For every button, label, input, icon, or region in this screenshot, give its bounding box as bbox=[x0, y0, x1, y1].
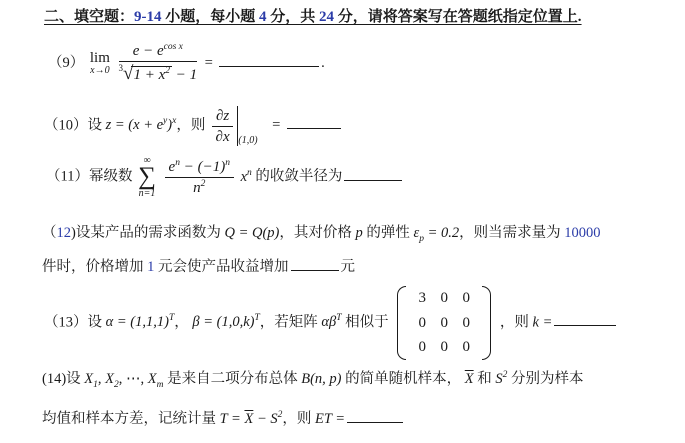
q14-intro: 设 bbox=[66, 371, 85, 387]
q13-intro: 设 bbox=[87, 314, 106, 331]
q10-number: （10） bbox=[44, 117, 88, 134]
pd-numerator: ∂z bbox=[212, 107, 233, 127]
expectation-symbol: ET bbox=[315, 411, 332, 427]
question-14-line2 bbox=[42, 410, 405, 428]
q14-text: 的简单随机样本， bbox=[341, 371, 465, 387]
s-symbol: S bbox=[495, 371, 503, 387]
q11-num-mid-exponent: n bbox=[225, 157, 230, 168]
s-exponent: 2 bbox=[502, 370, 508, 381]
q14-text: ，则 bbox=[282, 411, 315, 427]
q11-numerator bbox=[165, 158, 234, 178]
limit-operator bbox=[90, 51, 110, 76]
q13-separator: ， bbox=[174, 314, 193, 331]
cube-root-index: 3 bbox=[118, 63, 124, 73]
q9-numerator-exponent: cos x bbox=[163, 42, 183, 52]
header-points-total: 24 bbox=[319, 9, 335, 25]
q11-num-e: e bbox=[168, 158, 176, 175]
q9-denominator bbox=[119, 62, 198, 86]
price-increase-amount: 1 bbox=[147, 259, 155, 275]
q9-radicand-exponent: 2 bbox=[165, 66, 170, 76]
q12-text: ，则当需求量为 bbox=[459, 225, 565, 241]
q9-numerator bbox=[119, 42, 198, 62]
q10-close-paren: ) bbox=[167, 117, 173, 134]
q13-number: （13） bbox=[44, 314, 88, 331]
q13-text: ，则 bbox=[499, 314, 533, 331]
q11-answer-blank bbox=[344, 180, 402, 181]
header-text: 小题，每小题 bbox=[161, 9, 260, 25]
sample-x1 bbox=[84, 371, 98, 390]
matrix-cell: 0 bbox=[440, 314, 449, 331]
q9-radicand-base: 1 + x bbox=[133, 67, 166, 83]
ellipsis: , ⋯, bbox=[118, 371, 148, 387]
partial-derivative-fraction bbox=[212, 107, 233, 146]
sum-upper-limit: ∞ bbox=[143, 155, 151, 166]
x-symbol: X bbox=[147, 371, 157, 387]
q11-x-term bbox=[241, 169, 252, 185]
q14-text: 是来自二项分布总体 bbox=[163, 371, 302, 387]
q10-intro: 设 bbox=[87, 117, 106, 134]
matrix-right-paren bbox=[482, 286, 491, 360]
transpose-symbol: T bbox=[168, 313, 175, 324]
demand-quantity: 10000 bbox=[564, 225, 601, 241]
q12-paren-close: ) bbox=[71, 225, 76, 241]
q12-text: 件时，价格增加 bbox=[42, 259, 148, 275]
question-12-line1 bbox=[42, 224, 601, 242]
matrix-product bbox=[321, 314, 341, 330]
header-text: 分，请将答案写在答题纸指定位置上. bbox=[334, 9, 582, 25]
equals-sign: = bbox=[271, 117, 281, 134]
q9-answer-blank bbox=[219, 66, 319, 67]
evaluation-point: (1,0) bbox=[238, 135, 258, 147]
q13-answer-blank bbox=[554, 325, 616, 326]
q11-denominator bbox=[165, 178, 234, 197]
x-symbol: X bbox=[84, 371, 94, 387]
sample-mean-symbol: $\overline{X}$ bbox=[244, 411, 254, 427]
q12-text: 元会使产品收益增加 bbox=[154, 259, 289, 275]
comma: , bbox=[97, 371, 106, 387]
alpha-vector bbox=[106, 314, 175, 330]
q10-function bbox=[106, 117, 177, 133]
header-points-each: 4 bbox=[259, 9, 267, 25]
beta-vector bbox=[192, 314, 259, 330]
section-header bbox=[44, 8, 582, 27]
q11-num-e-exponent: n bbox=[175, 157, 180, 168]
q9-radicand bbox=[131, 66, 172, 83]
sample-xm bbox=[147, 371, 164, 390]
q10-exponent-y: y bbox=[163, 116, 168, 127]
matrix-cell: 0 bbox=[418, 314, 427, 331]
q9-period: . bbox=[321, 55, 325, 72]
t-equals: T = bbox=[219, 411, 245, 427]
q11-den-exponent: 2 bbox=[200, 178, 206, 189]
matrix-cell: 0 bbox=[462, 289, 471, 306]
q12-text: ，其对价格 bbox=[279, 225, 356, 241]
price-variable: p bbox=[355, 225, 363, 241]
radical-icon: √ bbox=[123, 63, 132, 84]
q12-answer-blank bbox=[291, 270, 339, 271]
q12-text: 的弹性 bbox=[362, 225, 414, 241]
alpha-beta: αβ bbox=[321, 314, 337, 331]
q14-text: 分别为样本 bbox=[507, 371, 584, 387]
alpha-definition: α = (1,1,1) bbox=[105, 314, 169, 331]
q14-text: 和 bbox=[473, 371, 496, 387]
s-exponent: 2 bbox=[277, 410, 283, 421]
q14-text: 均值和样本方差，记统计量 bbox=[42, 411, 220, 427]
matrix-cell: 3 bbox=[418, 289, 427, 306]
transpose-symbol: T bbox=[336, 313, 342, 324]
matrix-cell: 0 bbox=[418, 339, 427, 356]
transpose-symbol: T bbox=[254, 313, 260, 324]
sample-variance-symbol bbox=[495, 371, 507, 387]
equals-sign: = bbox=[203, 55, 214, 72]
q12-number-digits: 12 bbox=[56, 225, 71, 241]
q11-x-exponent: n bbox=[247, 167, 252, 178]
q11-intro: 幂级数 bbox=[88, 168, 137, 185]
q12-paren-open: （ bbox=[42, 225, 57, 241]
question-13 bbox=[44, 286, 618, 360]
q10-function-base: z = (x + e bbox=[105, 117, 164, 134]
elasticity-value: = 0.2 bbox=[423, 225, 460, 241]
q9-numerator-base: e − e bbox=[132, 43, 164, 59]
q10-then: ，则 bbox=[176, 117, 209, 134]
summation-operator bbox=[138, 156, 156, 199]
q9-number: （9） bbox=[48, 55, 85, 72]
equals-sign: = bbox=[331, 411, 346, 427]
xm-subscript: m bbox=[156, 379, 164, 390]
q10-exponent-x: x bbox=[172, 116, 177, 127]
matrix-cell: 0 bbox=[462, 314, 471, 331]
lim-subscript: x→0 bbox=[90, 65, 110, 77]
x2-subscript: 2 bbox=[114, 379, 119, 390]
pd-denominator: ∂x bbox=[215, 128, 230, 145]
k-equals: k = bbox=[532, 314, 553, 331]
x1-subscript: 1 bbox=[93, 379, 98, 390]
q11-fraction bbox=[165, 158, 234, 197]
q9-fraction bbox=[119, 42, 198, 86]
elasticity-symbol bbox=[413, 225, 424, 244]
matrix-entries bbox=[406, 286, 482, 360]
q12-unit: 元 bbox=[340, 259, 355, 275]
sample-mean-symbol: $\overline{X}$ bbox=[464, 371, 474, 387]
q11-num-mid: − (−1) bbox=[179, 158, 226, 175]
similar-matrix bbox=[397, 286, 491, 360]
header-text: 二、填空题： bbox=[44, 9, 135, 25]
q9-denominator-tail: − 1 bbox=[171, 67, 198, 83]
x-symbol: X bbox=[105, 371, 115, 387]
demand-function: Q = Q(p) bbox=[224, 225, 280, 241]
lim-word: lim bbox=[89, 50, 110, 67]
question-9 bbox=[48, 42, 325, 86]
beta-definition: β = (1,0,k) bbox=[192, 314, 255, 331]
q12-number bbox=[42, 225, 76, 241]
statistic-definition bbox=[220, 411, 283, 427]
matrix-cell: 0 bbox=[440, 339, 449, 356]
matrix-left-paren bbox=[397, 286, 406, 360]
sum-lower-limit: n=1 bbox=[138, 187, 156, 199]
header-text: 分，共 bbox=[266, 9, 320, 25]
question-14-line1 bbox=[42, 370, 584, 388]
header-question-range: 9-14 bbox=[134, 9, 162, 25]
q11-outro: 的收敛半径为 bbox=[251, 168, 343, 185]
binomial-distribution: B(n, p) bbox=[301, 371, 342, 387]
matrix-cell: 0 bbox=[462, 339, 471, 356]
q10-answer-blank bbox=[287, 128, 341, 129]
q14-answer-blank bbox=[347, 422, 403, 423]
epsilon: ε bbox=[413, 225, 420, 241]
q11-den-base: n bbox=[193, 179, 201, 196]
sample-x2 bbox=[105, 371, 119, 390]
minus-s: − S bbox=[253, 411, 278, 427]
q11-x-base: x bbox=[240, 168, 248, 185]
sigma-icon: ∑ bbox=[138, 163, 156, 190]
epsilon-subscript: p bbox=[419, 233, 424, 244]
q14-number: (14) bbox=[42, 371, 67, 387]
question-11 bbox=[46, 156, 404, 199]
q12-text: 设某产品的需求函数为 bbox=[75, 225, 225, 241]
q13-text: ，若矩阵 bbox=[259, 314, 322, 331]
q13-text: 相似于 bbox=[341, 314, 389, 331]
question-10 bbox=[44, 106, 343, 146]
question-12-line2 bbox=[42, 258, 355, 276]
q11-number: （11） bbox=[46, 168, 89, 185]
matrix-cell: 0 bbox=[440, 289, 449, 306]
